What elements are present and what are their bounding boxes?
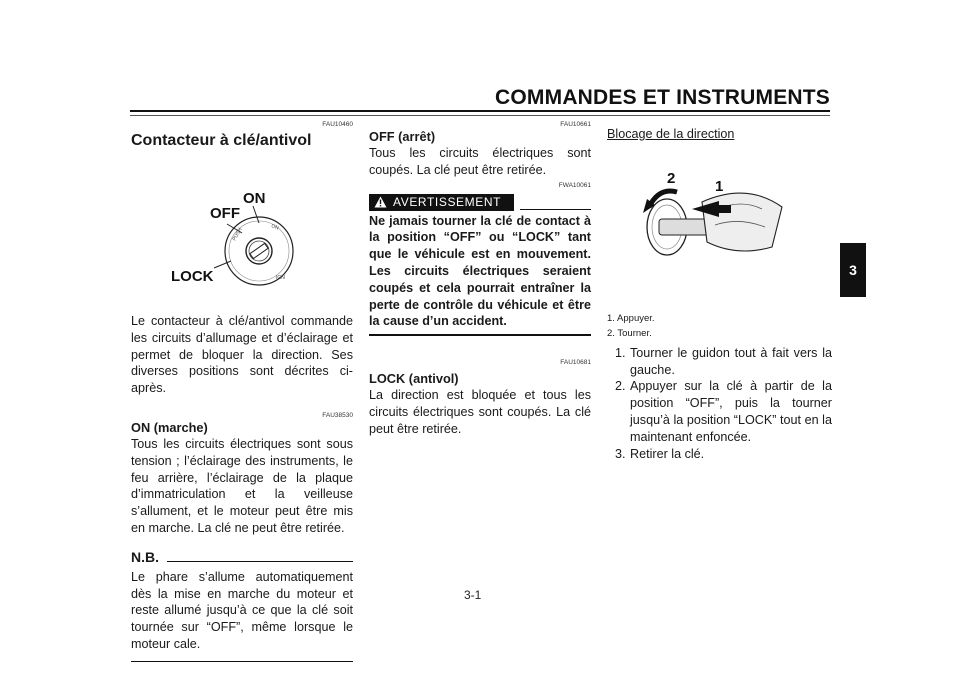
steps-list [607,345,832,463]
reference-code: FAU10460 [322,121,353,128]
warning-header [369,194,591,211]
column-middle [369,120,591,438]
figure-label-lock: LOCK [171,268,214,285]
svg-text:ON: ON [270,223,280,232]
figure-caption-1: 1. Appuyer. [607,312,655,324]
lock-position-title: LOCK (antivol) [369,371,459,387]
list-item: 3. Retirer la clé. [615,446,705,461]
warning-badge [369,194,514,211]
figure-number-1: 1 [715,177,724,195]
header-rule [130,110,830,112]
figure-label-off: OFF [210,205,240,222]
page-header-title: COMMANDES ET INSTRUMENTS [495,86,830,109]
reference-code: FAU10681 [560,359,591,367]
steering-lock-title: Blocage de la direction [607,127,735,141]
note-rule [167,561,353,562]
on-position-title: ON (marche) [131,419,208,435]
reference-code: FAU38530 [322,411,353,419]
ignition-switch-figure [131,151,353,291]
lock-position-text: La direction est bloquée et tous les circuits électriques sont coupés. La clé peut être retirée. [369,388,591,436]
list-item: 2. Appuyer sur la clé à partir de la position “OFF”, puis la tourner jusqu’à la position “LOCK” tout en la maintenant enfoncée. [615,379,832,444]
intro-paragraph: Le contacteur à clé/antivol commande les circuits d’allumage et d’éclairage et permet de bloquer la direction. Ses diverses positions sont décrites ci-après. [131,314,353,396]
warning-label: AVERTISSEMENT [393,194,502,209]
chapter-tab[interactable]: 3 [840,243,866,297]
note-label: N.B. [131,548,159,565]
svg-text:PUSH: PUSH [231,226,244,242]
off-position-text: Tous les circuits électriques sont coupés. La clé peut être retirée. [369,146,591,177]
ignition-switch-illustration [131,151,353,291]
on-position-text: Tous les circuits électriques sont sous tension ; l’éclairage des instruments, le feu arrière, l’éclairage de la plaque d’immatriculation et la veilleuse s’allument, et le moteur peut être mis en marche. La clé ne peut être retirée. [131,436,353,535]
warning-rule [520,209,591,210]
steering-lock-illustration [607,147,832,307]
off-position-title: OFF (arrêt) [369,129,436,144]
section-title: Contacteur à clé/antivol [131,132,312,149]
figure-number-2: 2 [667,169,676,187]
page-number: 3-1 [464,588,482,602]
reference-code: FAU10661 [560,121,591,128]
list-item: 1. Tourner le guidon tout à fait vers la gauche. [615,345,832,377]
note-text: Le phare s’allume automatiquement dès la mise en marche du moteur et reste allumé jusqu’à ce que la clé soit tournée sur “OFF”, même lorsque le moteur cale. [131,569,353,651]
column-right [607,120,832,462]
warning-triangle-icon [374,196,387,208]
svg-text:IGN: IGN [276,275,285,281]
steering-lock-figure [607,147,832,307]
header-rule-thin [130,115,830,116]
reference-code: FWA10061 [558,181,591,189]
warning-text: Ne jamais tourner la clé de contact à la position “OFF” ou “LOCK” tant que le véhicule est en mouvement. Les circuits électriques seraient coupés et cela pourrait entraîner la perte de contrôle du véhicule et être la cause d’un accident. [369,213,591,337]
note-box [131,549,353,662]
figure-caption-2: 2. Tourner. [607,327,652,339]
figure-label-on: ON [243,190,266,207]
column-left [131,120,353,662]
